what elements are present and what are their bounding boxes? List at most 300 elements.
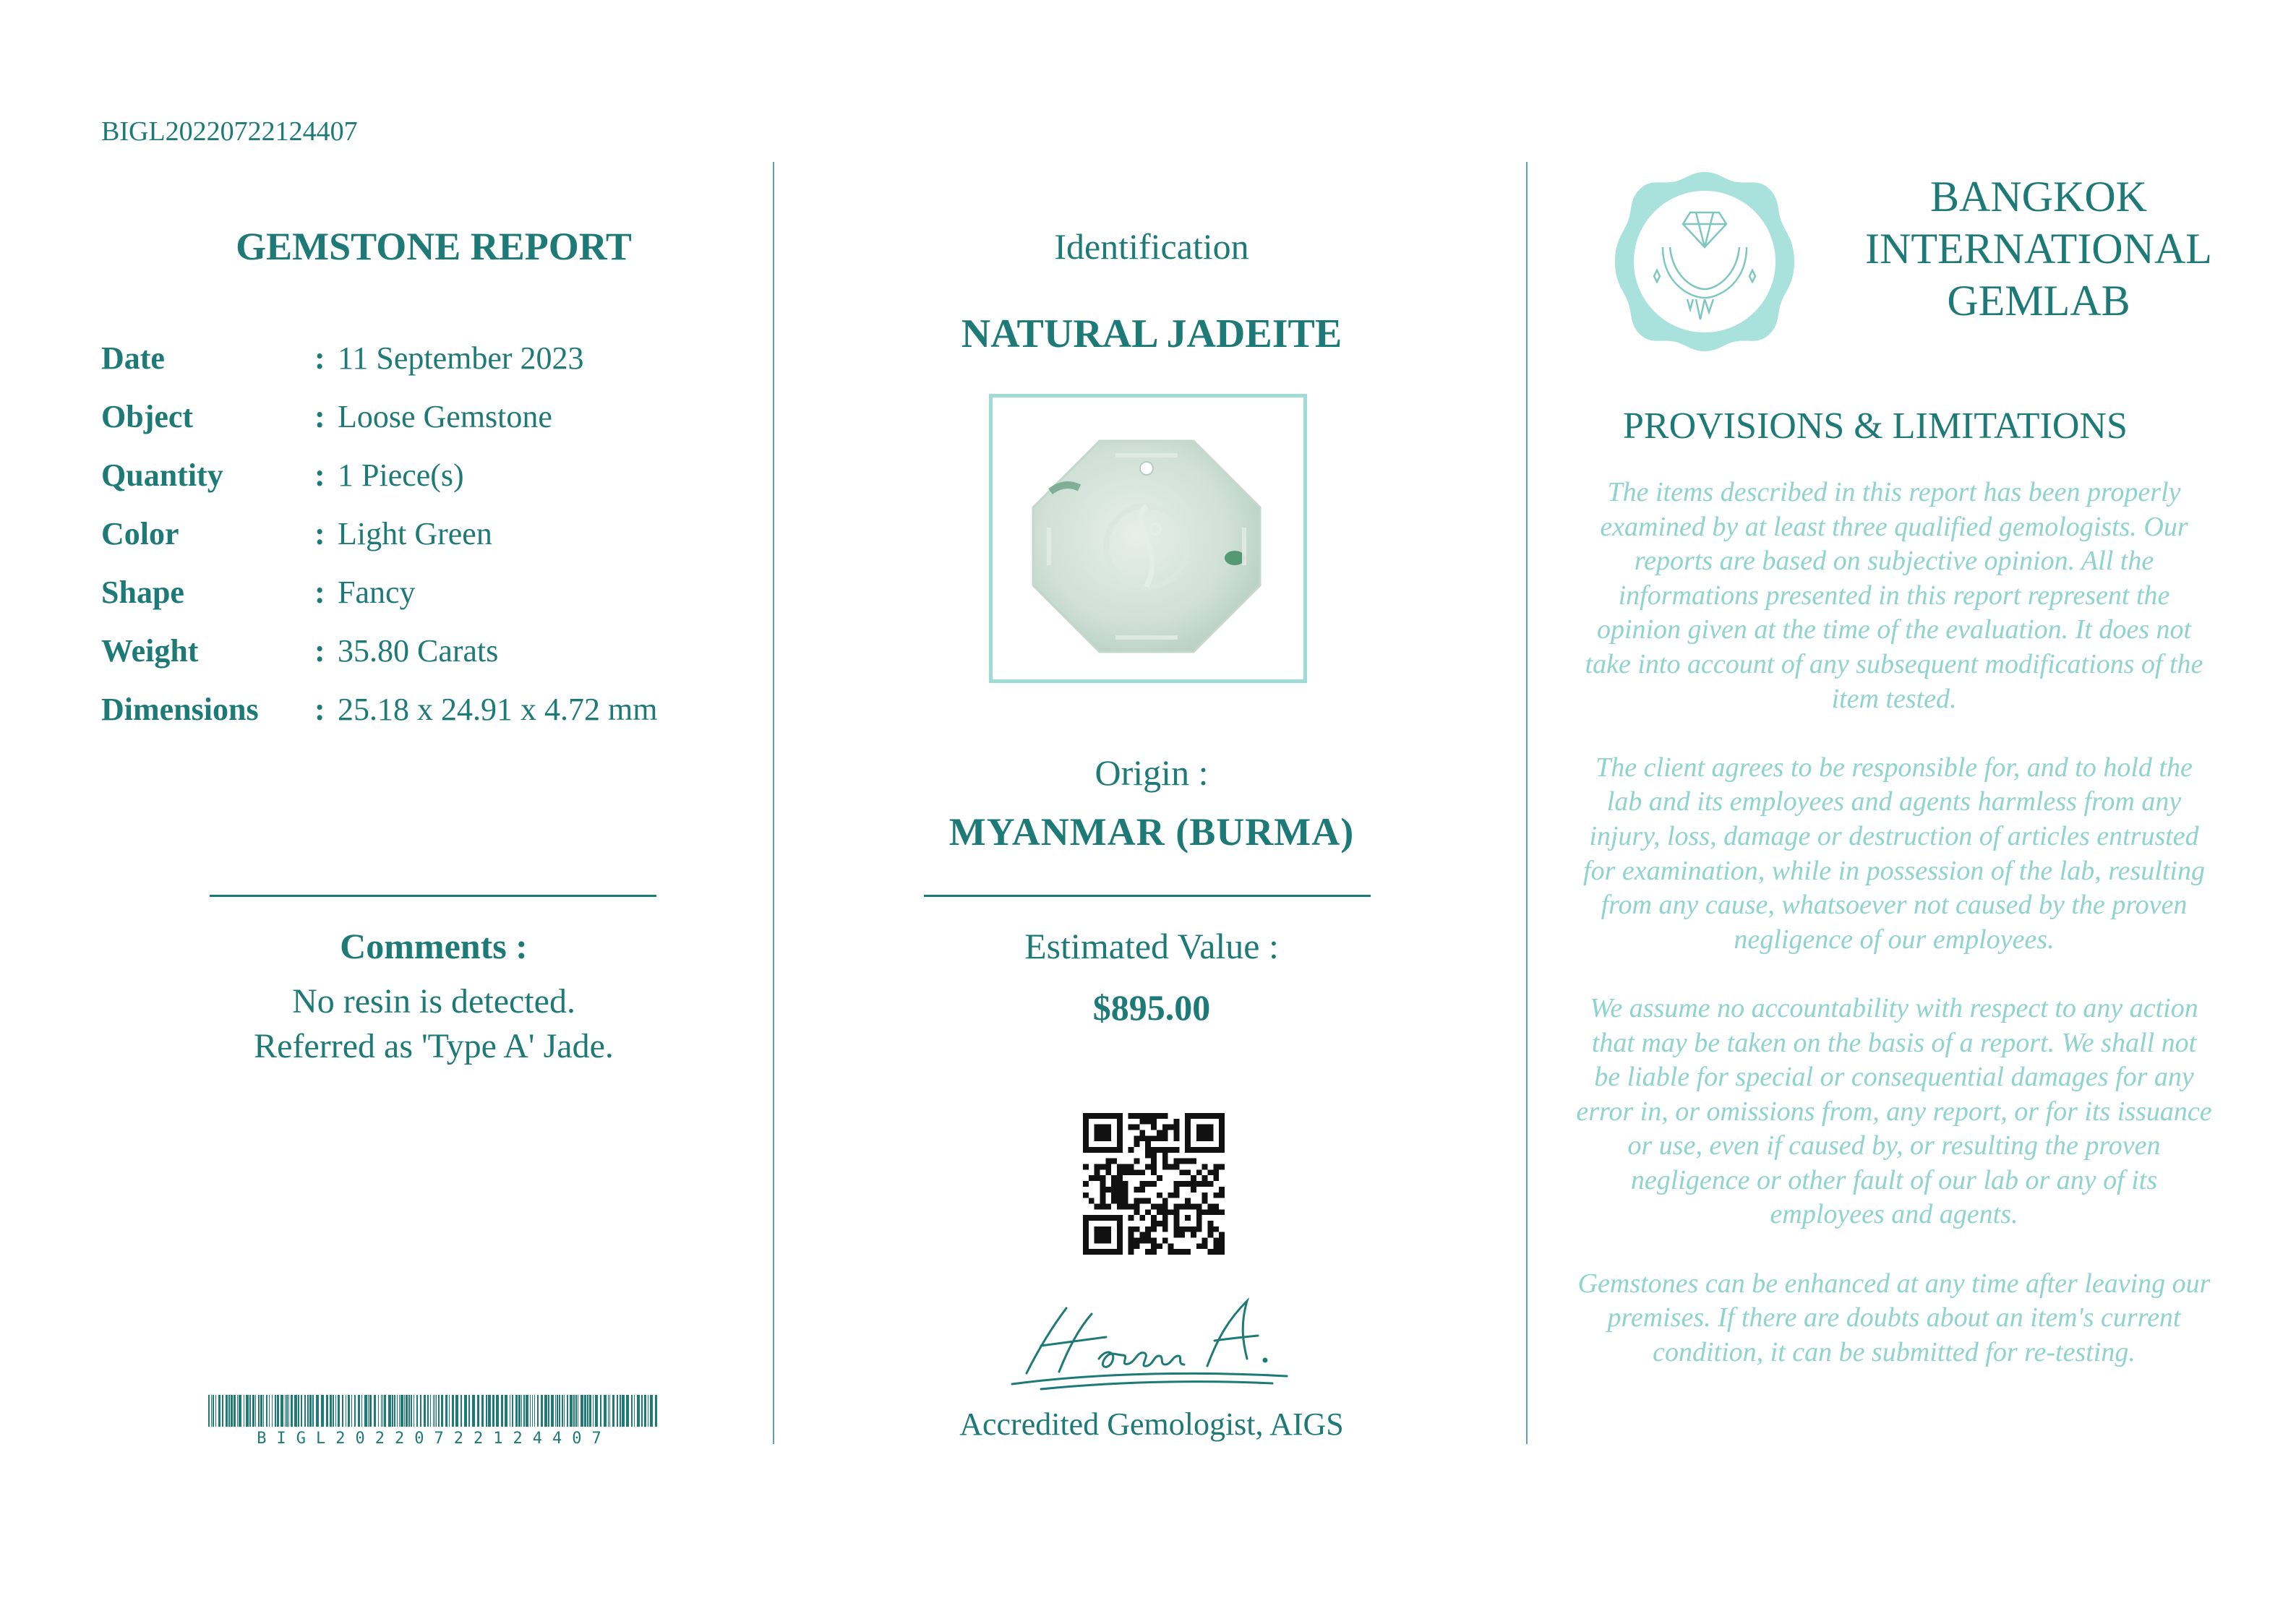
barcode-bar xyxy=(441,1395,443,1427)
barcode-bar xyxy=(449,1395,450,1427)
barcode-bar xyxy=(239,1395,241,1427)
barcode-bar xyxy=(637,1395,640,1427)
qr-module xyxy=(1173,1164,1179,1170)
qr-module xyxy=(1162,1130,1168,1136)
qr-module xyxy=(1111,1159,1117,1164)
qr-module xyxy=(1202,1181,1208,1187)
barcode-bar xyxy=(381,1395,382,1427)
qr-module xyxy=(1151,1119,1157,1125)
barcode-bar xyxy=(612,1395,614,1427)
barcode-bar xyxy=(518,1395,521,1427)
qr-module xyxy=(1157,1113,1162,1119)
barcode-bar xyxy=(249,1395,251,1427)
qr-module xyxy=(1128,1237,1134,1243)
report-id: BIGL20220722124407 xyxy=(101,116,358,147)
qr-module xyxy=(1213,1193,1219,1198)
barcode-bar xyxy=(408,1395,410,1427)
detail-row-object xyxy=(101,398,752,457)
qr-module xyxy=(1162,1198,1168,1204)
qr-module xyxy=(1173,1130,1179,1136)
qr-module xyxy=(1191,1232,1196,1238)
qr-module xyxy=(1219,1237,1225,1243)
qr-module xyxy=(1151,1113,1157,1119)
signature-graphic xyxy=(998,1286,1301,1395)
barcode-bar xyxy=(400,1395,403,1427)
barcode-bar xyxy=(309,1395,312,1427)
barcode-bar xyxy=(288,1395,289,1427)
barcode-bar xyxy=(644,1395,646,1427)
barcode-bar xyxy=(406,1395,408,1427)
barcode-bar xyxy=(234,1395,236,1427)
qr-module xyxy=(1162,1147,1168,1153)
qr-module xyxy=(1095,1169,1100,1175)
qr-module xyxy=(1128,1232,1134,1238)
qr-module xyxy=(1219,1187,1225,1193)
barcode-bar xyxy=(427,1395,429,1427)
qr-module xyxy=(1157,1135,1162,1141)
barcode-bar xyxy=(541,1395,543,1427)
qr-module xyxy=(1179,1169,1185,1175)
qr-module xyxy=(1173,1135,1179,1141)
qr-module xyxy=(1202,1209,1208,1215)
qr-module xyxy=(1145,1141,1151,1147)
detail-value: Loose Gemstone xyxy=(338,399,552,434)
qr-module xyxy=(1179,1232,1185,1238)
qr-module xyxy=(1173,1159,1179,1164)
barcode-bar xyxy=(559,1395,560,1427)
barcode-bar xyxy=(286,1395,288,1427)
qr-module xyxy=(1196,1243,1202,1249)
qr-module xyxy=(1219,1243,1225,1249)
barcode-bar xyxy=(326,1395,328,1427)
qr-module xyxy=(1168,1164,1174,1170)
column-divider-right xyxy=(1526,162,1528,1444)
qr-module xyxy=(1128,1113,1134,1119)
barcode-bars xyxy=(208,1395,660,1427)
qr-module xyxy=(1134,1198,1140,1204)
barcode-bar xyxy=(291,1395,293,1427)
qr-module xyxy=(1128,1215,1134,1221)
barcode-bar xyxy=(544,1395,547,1427)
barcode-bar xyxy=(468,1395,470,1427)
detail-row-dimensions xyxy=(101,691,752,749)
barcode-bar xyxy=(655,1395,657,1427)
qr-module xyxy=(1151,1159,1157,1164)
barcode-bar xyxy=(557,1395,558,1427)
qr-module xyxy=(1219,1164,1225,1170)
barcode-bar xyxy=(374,1395,376,1427)
barcode-bar xyxy=(433,1395,434,1427)
detail-value: 35.80 Carats xyxy=(338,633,499,669)
barcode-bar xyxy=(285,1395,286,1427)
qr-module xyxy=(1145,1113,1151,1119)
barcode-bar xyxy=(301,1395,302,1427)
qr-module xyxy=(1145,1135,1151,1141)
barcode-bar xyxy=(481,1395,484,1427)
barcode-bar xyxy=(641,1395,643,1427)
qr-module xyxy=(1139,1187,1145,1193)
qr-module xyxy=(1145,1153,1151,1159)
qr-module xyxy=(1123,1169,1128,1175)
qr-module xyxy=(1117,1181,1123,1187)
qr-module xyxy=(1139,1181,1145,1187)
lab-name-line-2: INTERNATIONAL xyxy=(1865,225,2212,272)
qr-module xyxy=(1151,1181,1157,1187)
qr-module xyxy=(1213,1226,1219,1232)
barcode-bar xyxy=(338,1395,340,1427)
barcode-bar xyxy=(260,1395,262,1427)
qr-module xyxy=(1145,1119,1151,1125)
qr-module xyxy=(1185,1169,1191,1175)
barcode-bar xyxy=(434,1395,435,1427)
qr-module xyxy=(1123,1181,1128,1187)
qr-module xyxy=(1128,1249,1134,1255)
barcode-bar xyxy=(208,1395,210,1427)
qr-module xyxy=(1100,1198,1106,1204)
qr-module xyxy=(1089,1198,1095,1204)
qr-module xyxy=(1162,1125,1168,1130)
barcode-bar xyxy=(626,1395,629,1427)
barcode-bar xyxy=(213,1395,214,1427)
comments-line-1: No resin is detected. xyxy=(292,982,575,1021)
qr-module xyxy=(1139,1130,1145,1136)
qr-module xyxy=(1083,1193,1089,1198)
barcode-bar xyxy=(222,1395,223,1427)
qr-module xyxy=(1191,1181,1196,1187)
detail-row-shape xyxy=(101,574,752,632)
barcode-bar xyxy=(237,1395,238,1427)
detail-value: Light Green xyxy=(338,516,492,551)
qr-module xyxy=(1128,1243,1134,1249)
barcode-bar xyxy=(496,1395,499,1427)
qr-module xyxy=(1100,1187,1106,1193)
detail-label: Color xyxy=(101,516,179,551)
qr-module xyxy=(1173,1147,1179,1153)
qr-module xyxy=(1151,1215,1157,1221)
signature-caption: Accredited Gemologist, AIGS xyxy=(959,1406,1344,1442)
barcode-bar xyxy=(215,1395,216,1427)
detail-row-date xyxy=(101,340,752,398)
barcode-bar xyxy=(277,1395,279,1427)
qr-module xyxy=(1173,1187,1179,1193)
qr-module xyxy=(1173,1232,1179,1238)
qr-module xyxy=(1128,1147,1134,1153)
qr-module xyxy=(1191,1159,1196,1164)
value-divider xyxy=(924,895,1371,897)
barcode-bar xyxy=(631,1395,633,1427)
barcode-bar xyxy=(587,1395,588,1427)
barcode-bar xyxy=(378,1395,379,1427)
qr-module xyxy=(1162,1221,1168,1226)
qr-module xyxy=(1207,1226,1213,1232)
barcode-bar xyxy=(231,1395,233,1427)
provision-paragraph-4: Gemstones can be enhanced at any time after leaving our premises. If there are doubts about an item's current condition, it can be submitted for re-testing. xyxy=(1577,1268,2211,1367)
qr-module xyxy=(1105,1187,1111,1193)
barcode-bar xyxy=(255,1395,256,1427)
detail-colon: : xyxy=(314,692,325,727)
qr-code-icon[interactable] xyxy=(1083,1113,1225,1255)
barcode-bar xyxy=(595,1395,598,1427)
identification-value: NATURAL JADEITE xyxy=(961,312,1342,356)
detail-row-weight xyxy=(101,632,752,691)
qr-module xyxy=(1105,1169,1111,1175)
comments-title: Comments : xyxy=(340,926,528,966)
qr-module xyxy=(1196,1169,1202,1175)
barcode-bar xyxy=(521,1395,522,1427)
barcode-bar xyxy=(488,1395,491,1427)
barcode-bar xyxy=(512,1395,513,1427)
qr-module xyxy=(1111,1175,1117,1181)
detail-label: Dimensions xyxy=(101,692,259,727)
barcode-bar xyxy=(361,1395,362,1427)
qr-module xyxy=(1100,1203,1106,1209)
barcode-bar xyxy=(351,1395,352,1427)
qr-module xyxy=(1139,1237,1145,1243)
qr-module xyxy=(1151,1237,1157,1243)
barcode-bar xyxy=(534,1395,535,1427)
barcode-bar xyxy=(551,1395,554,1427)
qr-module xyxy=(1151,1221,1157,1226)
qr-module xyxy=(1134,1187,1140,1193)
qr-module xyxy=(1162,1164,1168,1170)
qr-module xyxy=(1134,1203,1140,1209)
origin-value: MYANMAR (BURMA) xyxy=(948,810,1355,854)
qr-module xyxy=(1219,1209,1225,1215)
qr-module xyxy=(1095,1175,1100,1181)
barcode-bar xyxy=(455,1395,458,1427)
detail-colon: : xyxy=(314,633,325,669)
barcode-bar xyxy=(312,1395,314,1427)
lab-seal-graphic xyxy=(1611,168,1799,356)
qr-module xyxy=(1213,1209,1219,1215)
qr-module xyxy=(1207,1249,1213,1255)
provision-paragraph-3: We assume no accountability with respect to any action that may be taken on the basis of a report. We shall not be liable for special or consequential damages for any error in, or omissions from, any report, or for its issuance or use, even if caused by, or resulting the proven negligence or other fault of our lab or any of its employees and agents. xyxy=(1576,992,2212,1230)
barcode-bar xyxy=(388,1395,391,1427)
qr-module xyxy=(1168,1147,1174,1153)
report-title: GEMSTONE REPORT xyxy=(236,225,632,268)
barcode-bar xyxy=(266,1395,267,1427)
barcode-bar xyxy=(584,1395,586,1427)
qr-module xyxy=(1168,1125,1174,1130)
qr-module xyxy=(1207,1169,1213,1175)
detail-label: Shape xyxy=(101,575,184,610)
qr-module xyxy=(1128,1164,1134,1170)
barcode-bar xyxy=(399,1395,400,1427)
barcode-bar xyxy=(246,1395,249,1427)
barcode-bar xyxy=(555,1395,556,1427)
barcode-bar xyxy=(348,1395,350,1427)
barcode-bar xyxy=(354,1395,356,1427)
qr-module xyxy=(1134,1243,1140,1249)
qr-module xyxy=(1111,1193,1117,1198)
qr-module xyxy=(1100,1181,1106,1187)
qr-module xyxy=(1134,1141,1140,1147)
barcode-bar xyxy=(438,1395,440,1427)
qr-module xyxy=(1128,1125,1134,1130)
barcode-bar xyxy=(358,1395,360,1427)
qr-module xyxy=(1123,1164,1128,1170)
qr-module xyxy=(1134,1169,1140,1175)
qr-module xyxy=(1179,1159,1185,1164)
qr-module xyxy=(1162,1226,1168,1232)
details-list xyxy=(101,340,752,749)
qr-module xyxy=(1168,1209,1174,1215)
qr-module xyxy=(1151,1226,1157,1232)
qr-module xyxy=(1139,1232,1145,1238)
qr-module xyxy=(1134,1226,1140,1232)
qr-module xyxy=(1202,1198,1208,1204)
qr-module xyxy=(1202,1243,1208,1249)
qr-module xyxy=(1123,1187,1128,1193)
barcode-icon xyxy=(208,1395,660,1448)
qr-module xyxy=(1100,1193,1106,1198)
qr-module xyxy=(1213,1175,1219,1181)
provisions-text xyxy=(1576,476,2212,1404)
qr-module xyxy=(1219,1232,1225,1238)
qr-module xyxy=(1117,1175,1123,1181)
qr-module xyxy=(1213,1164,1219,1170)
barcode-bar xyxy=(275,1395,276,1427)
barcode-bar xyxy=(218,1395,220,1427)
barcode-bar xyxy=(342,1395,343,1427)
qr-module xyxy=(1202,1193,1208,1198)
barcode-bar xyxy=(272,1395,273,1427)
barcode-bar xyxy=(486,1395,487,1427)
qr-module xyxy=(1213,1169,1219,1175)
qr-module xyxy=(1128,1203,1134,1209)
barcode-bar xyxy=(307,1395,309,1427)
qr-module xyxy=(1162,1237,1168,1243)
barcode-bar xyxy=(573,1395,575,1427)
barcode-bar xyxy=(492,1395,494,1427)
provision-paragraph-2: The client agrees to be responsible for, and to hold the lab and its employees and agents harmless from any injury, loss, damage or destruction of articles entrusted for examination, while in possession of the lab, resulting from any cause, whatsoever not caused by the proven negligence of our employees. xyxy=(1583,752,2205,955)
detail-row-color xyxy=(101,515,752,574)
qr-module xyxy=(1157,1209,1162,1215)
qr-module xyxy=(1145,1226,1151,1232)
detail-colon: : xyxy=(314,399,325,434)
provisions-title: PROVISIONS & LIMITATIONS xyxy=(1623,405,2128,447)
barcode-bar xyxy=(622,1395,625,1427)
barcode-bar xyxy=(593,1395,594,1427)
barcode-bar xyxy=(589,1395,591,1427)
qr-module xyxy=(1151,1135,1157,1141)
qr-module xyxy=(1089,1175,1095,1181)
barcode-text: BIGL20220722124407 xyxy=(257,1430,612,1448)
detail-label: Weight xyxy=(101,633,199,669)
qr-module xyxy=(1145,1147,1151,1153)
barcode-bar xyxy=(420,1395,421,1427)
barcode-bar xyxy=(445,1395,447,1427)
detail-value: 25.18 x 24.91 x 4.72 mm xyxy=(338,692,658,727)
gemstone-photo xyxy=(989,394,1307,683)
barcode-bar xyxy=(411,1395,412,1427)
qr-module xyxy=(1145,1181,1151,1187)
barcode-bar xyxy=(600,1395,601,1427)
qr-module xyxy=(1173,1181,1179,1187)
qr-module xyxy=(1123,1193,1128,1198)
qr-module xyxy=(1105,1203,1111,1209)
qr-module xyxy=(1157,1203,1162,1209)
comments-line-2: Referred as 'Type A' Jade. xyxy=(254,1027,614,1065)
barcode-bar xyxy=(397,1395,398,1427)
qr-module xyxy=(1145,1198,1151,1204)
comments-divider xyxy=(210,895,656,897)
qr-module xyxy=(1157,1193,1162,1198)
qr-module xyxy=(1213,1249,1219,1255)
qr-module xyxy=(1111,1198,1117,1204)
qr-module xyxy=(1083,1164,1089,1170)
barcode-bar xyxy=(505,1395,507,1427)
barcode-bar xyxy=(424,1395,426,1427)
qr-module xyxy=(1185,1249,1191,1255)
qr-module xyxy=(1196,1181,1202,1187)
qr-module xyxy=(1162,1159,1168,1164)
barcode-bar xyxy=(477,1395,479,1427)
qr-module xyxy=(1173,1193,1179,1198)
qr-module xyxy=(1162,1215,1168,1221)
lab-name xyxy=(1836,171,2241,327)
qr-module xyxy=(1111,1181,1117,1187)
barcode-bar xyxy=(472,1395,475,1427)
barcode-bar xyxy=(617,1395,618,1427)
qr-module xyxy=(1123,1203,1128,1209)
barcode-bar xyxy=(575,1395,577,1427)
qr-module xyxy=(1207,1209,1213,1215)
qr-module xyxy=(1202,1164,1208,1170)
qr-module xyxy=(1191,1187,1196,1193)
barcode-bar xyxy=(452,1395,454,1427)
qr-module xyxy=(1151,1169,1157,1175)
qr-module xyxy=(1185,1181,1191,1187)
qr-module xyxy=(1105,1159,1111,1164)
barcode-bar xyxy=(515,1395,518,1427)
qr-module xyxy=(1145,1232,1151,1238)
qr-module xyxy=(1168,1193,1174,1198)
detail-label: Date xyxy=(101,340,165,376)
barcode-bar xyxy=(226,1395,228,1427)
barcode-bar xyxy=(333,1395,334,1427)
lab-seal-icon xyxy=(1611,168,1799,356)
qr-module xyxy=(1207,1181,1213,1187)
qr-module xyxy=(1168,1249,1174,1255)
qr-module xyxy=(1095,1226,1112,1244)
barcode-bar xyxy=(526,1395,528,1427)
qr-module xyxy=(1105,1164,1111,1170)
barcode-bar xyxy=(620,1395,621,1427)
qr-module xyxy=(1151,1153,1157,1159)
qr-module xyxy=(1185,1159,1191,1164)
qr-module xyxy=(1134,1159,1140,1164)
barcode-bar xyxy=(384,1395,386,1427)
qr-module xyxy=(1134,1237,1140,1243)
barcode-bar xyxy=(330,1395,332,1427)
barcode-bar xyxy=(228,1395,230,1427)
jade-pendant-icon xyxy=(993,398,1303,679)
barcode-bar xyxy=(321,1395,324,1427)
barcode-bar xyxy=(464,1395,467,1427)
qr-module xyxy=(1145,1249,1151,1255)
qr-module xyxy=(1139,1198,1145,1204)
barcode-bar xyxy=(567,1395,568,1427)
signature xyxy=(998,1286,1301,1395)
qr-module xyxy=(1134,1209,1140,1215)
qr-module xyxy=(1196,1125,1214,1142)
detail-colon: : xyxy=(314,575,325,610)
qr-module xyxy=(1111,1187,1117,1193)
qr-module xyxy=(1179,1181,1185,1187)
qr-module xyxy=(1100,1164,1106,1170)
barcode-bar xyxy=(304,1395,306,1427)
